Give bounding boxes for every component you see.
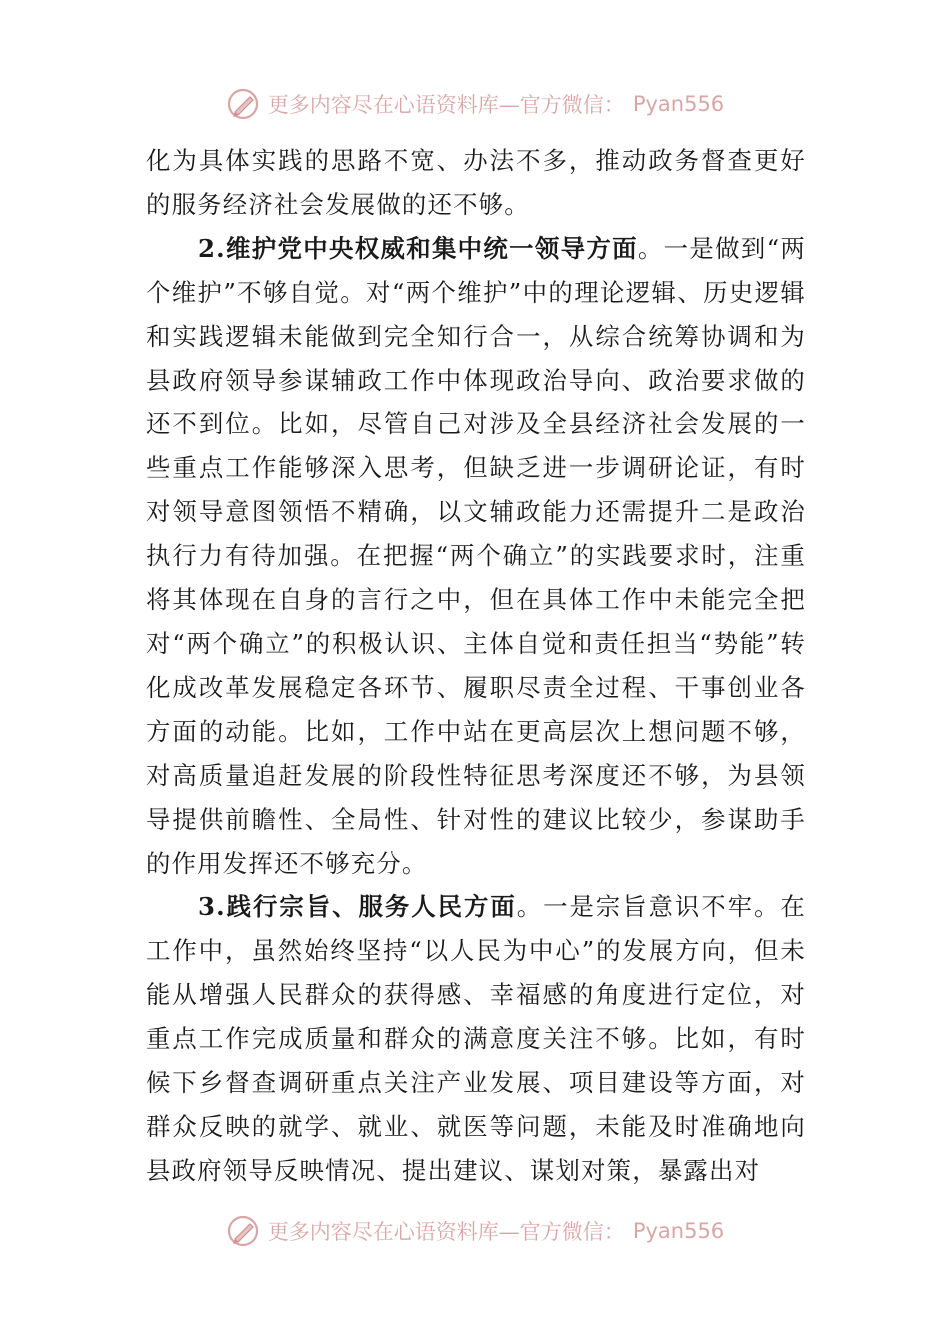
- paragraph-3-body: 。一是宗旨意识不牢。在工作中，虽然始终坚持“以人民为中心”的发展方向，但未能从增强人民群众的获得感、幸福感的角度进行定位，对重点工作完成质量和群众的满意度关注不够。比如，有时候下乡督查调研重点关注产业发展、项目建设等方面，对群众反映的就学、就业、就医等问题，未能及时准确地向县政府领导反映情况、提出建议、谋划对策，暴露出对: [146, 892, 806, 1185]
- watermark-text: 更多内容尽在心语资料库—官方微信：: [267, 1220, 625, 1244]
- paragraph-2: [146, 227, 806, 886]
- paragraph-3-heading: 3.践行宗旨、服务人民方面: [198, 892, 517, 922]
- pen-logo-icon: [226, 1214, 260, 1248]
- paragraph-1: [146, 139, 806, 227]
- paragraph-2-body: 。一是做到“两个维护”不够自觉。对“两个维护”中的理论逻辑、历史逻辑和实践逻辑未能做到完全知行合一，从综合统筹协调和为县政府领导参谋辅政工作中体现政治导向、政治要求做的还不到位。比如，尽管自己对涉及全县经济社会发展的一些重点工作能够深入思考，但缺乏进一步调研论证，有时对领导意图领悟不精确，以文辅政能力还需提升二是政治执行力有待加强。在把握“两个确立”的实践要求时，注重将其体现在自身的言行之中，但在具体工作中未能完全把对“两个确立”的积极认识、主体自觉和责任担当“势能”转化成改革发展稳定各环节、履职尽责全过程、干事创业各方面的动能。比如，工作中站在更高层次上想问题不够，对高质量追赶发展的阶段性特征思考深度还不够，为县领导提供前瞻性、全局性、针对性的建议比较少，参谋助手的作用发挥还不够充分。: [146, 233, 806, 878]
- watermark-wechat-id: Pyan556: [632, 92, 725, 116]
- watermark-header: [0, 84, 950, 124]
- pen-logo-icon: [226, 87, 260, 121]
- document-body: [146, 139, 806, 1193]
- watermark-text: 更多内容尽在心语资料库—官方微信：: [267, 93, 625, 117]
- watermark-footer: [0, 1211, 950, 1251]
- watermark-wechat-id: Pyan556: [632, 1219, 725, 1243]
- paragraph-2-heading: 2.维护党中央权威和集中统一领导方面: [198, 233, 638, 263]
- paragraph-3: [146, 885, 806, 1192]
- paragraph-1-body: 化为具体实践的思路不宽、办法不多，推动政务督查更好的服务经济社会发展做的还不够。: [146, 146, 806, 219]
